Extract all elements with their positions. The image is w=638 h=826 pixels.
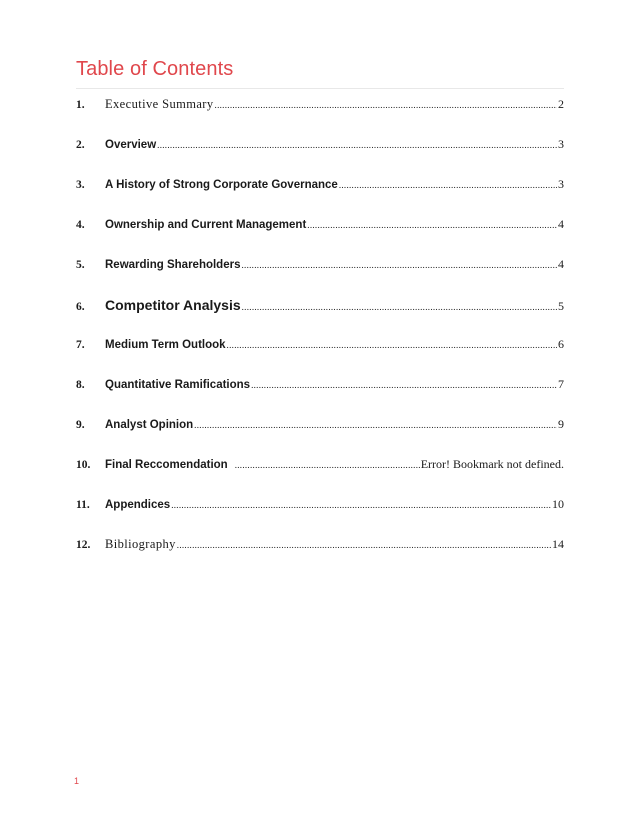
dot-leader <box>307 220 557 230</box>
toc-entry[interactable] <box>76 457 564 477</box>
entry-number: 7. <box>76 339 85 351</box>
dot-leader <box>227 340 557 350</box>
toc-entry[interactable] <box>76 217 564 237</box>
toc-entry[interactable] <box>76 417 564 437</box>
entry-label: Final Reccomendation <box>105 459 228 471</box>
dot-leader <box>157 140 557 150</box>
entry-number: 2. <box>76 139 85 151</box>
entry-number: 5. <box>76 259 85 271</box>
dot-leader <box>177 540 551 550</box>
entry-label: Rewarding Shareholders <box>105 259 241 271</box>
entry-number: 12. <box>76 539 91 551</box>
entry-number: 3. <box>76 179 85 191</box>
entry-page: 4 <box>558 217 564 231</box>
entry-page: 3 <box>558 177 564 191</box>
toc-entry[interactable] <box>76 97 564 117</box>
dot-leader <box>215 100 557 110</box>
toc-entry[interactable] <box>76 377 564 397</box>
entry-page: 3 <box>558 137 564 151</box>
entry-label: Quantitative Ramifications <box>105 379 251 391</box>
entry-label: Overview <box>105 139 157 151</box>
entry-label: Bibliography <box>105 537 176 551</box>
entry-number: 8. <box>76 379 85 391</box>
entry-label: Executive Summary <box>105 97 214 111</box>
entry-number: 10. <box>76 459 91 471</box>
toc-entry[interactable] <box>76 297 564 317</box>
entry-number: 6. <box>76 301 85 313</box>
dot-leader <box>171 500 551 510</box>
toc-entry[interactable] <box>76 537 564 557</box>
entry-number: 4. <box>76 219 85 231</box>
entry-page: 14 <box>552 537 564 551</box>
dot-leader <box>241 260 557 270</box>
entry-page: 4 <box>558 257 564 271</box>
entry-number: 9. <box>76 419 85 431</box>
entry-page: 10 <box>552 497 564 511</box>
dot-leader <box>194 420 557 430</box>
dot-leader <box>251 380 557 390</box>
page-number: 1 <box>74 776 80 786</box>
entry-page: Error! Bookmark not defined. <box>420 457 564 471</box>
entry-number: 1. <box>76 99 85 111</box>
toc-entry[interactable] <box>76 177 564 197</box>
entry-number: 11. <box>76 499 90 511</box>
dot-leader <box>242 302 557 312</box>
entry-page: 6 <box>558 337 564 351</box>
dot-leader <box>339 180 557 190</box>
toc-entry[interactable] <box>76 137 564 157</box>
entry-page: 5 <box>558 299 564 313</box>
entry-page: 2 <box>558 97 564 111</box>
toc-entry[interactable] <box>76 497 564 517</box>
toc-title: Table of Contents <box>76 58 234 80</box>
entry-label: Competitor Analysis <box>105 297 241 313</box>
entry-label: Analyst Opinion <box>105 419 194 431</box>
entry-label: Medium Term Outlook <box>105 339 226 351</box>
dot-leader <box>235 460 420 470</box>
entry-page: 9 <box>558 417 564 431</box>
entry-page: 7 <box>558 377 564 391</box>
entry-label: A History of Strong Corporate Governance <box>105 179 338 191</box>
toc-entry[interactable] <box>76 337 564 357</box>
title-rule <box>76 88 564 89</box>
toc-entry[interactable] <box>76 257 564 277</box>
entry-label: Appendices <box>105 499 171 511</box>
entry-label: Ownership and Current Management <box>105 219 307 231</box>
